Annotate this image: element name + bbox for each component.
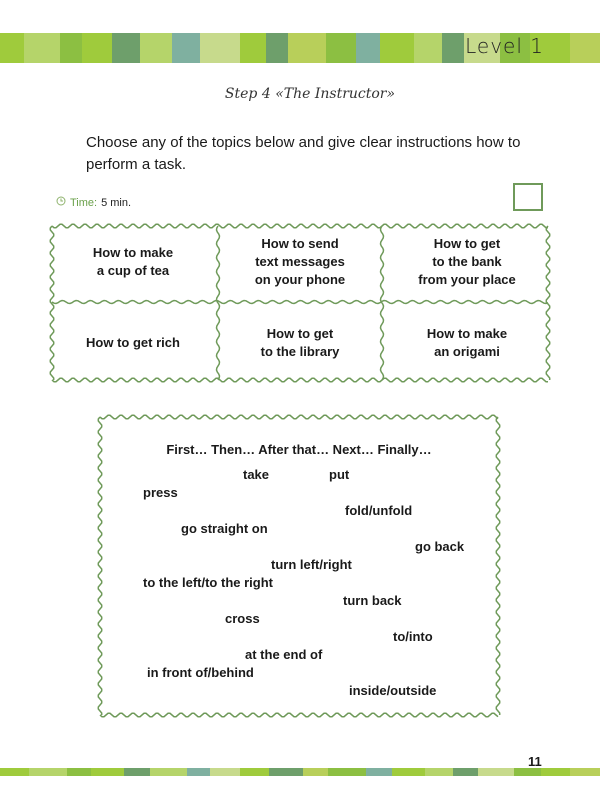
level-label: Level 1: [465, 34, 544, 58]
word-turn-back: turn back: [343, 593, 402, 608]
word-in-front-of-behind: in front of/behind: [147, 665, 254, 680]
word-press: press: [143, 485, 178, 500]
clock-icon: [56, 196, 66, 209]
footer-stripe: [0, 768, 600, 776]
topic-card[interactable]: How to get to the library: [260, 326, 340, 359]
completion-checkbox[interactable]: [513, 183, 543, 211]
instructions-paragraph: Choose any of the topics below and give clear instructions how to perform a task.: [86, 134, 521, 173]
word-cross: cross: [225, 611, 260, 626]
word-inside-outside: inside/outside: [349, 683, 437, 698]
topic-card[interactable]: How to get to the bank from your place: [418, 236, 516, 287]
step-title: Step 4 «The Instructor»: [224, 86, 396, 102]
word-turn-left-right: turn left/right: [271, 557, 352, 572]
instructions-text: [86, 132, 551, 176]
word-to-into: to/into: [393, 629, 433, 644]
time-indicator: [56, 196, 131, 209]
word-take: take: [243, 467, 270, 482]
word-fold-unfold: fold/unfold: [345, 503, 413, 518]
word-go-back: go back: [415, 539, 465, 554]
topic-card[interactable]: How to send text messages on your phone: [254, 236, 346, 287]
topic-card[interactable]: How to make an origami: [426, 326, 508, 359]
topic-card[interactable]: How to make a cup of tea: [92, 245, 174, 278]
word-put: put: [329, 467, 350, 482]
word-go-straight-on: go straight on: [181, 521, 268, 536]
topic-grid: [48, 222, 552, 384]
page-number: 11: [528, 754, 542, 769]
word-to-the-left-right: to the left/to the right: [143, 575, 273, 590]
word-bank-box: [95, 412, 503, 720]
time-value: 5 min.: [101, 196, 132, 209]
sequence-words-heading: First… Then… After that… Next… Finally…: [166, 442, 432, 457]
time-label: Time:: [70, 196, 98, 209]
word-at-the-end-of: at the end of: [245, 647, 323, 662]
topic-card[interactable]: How to get rich: [86, 335, 180, 350]
